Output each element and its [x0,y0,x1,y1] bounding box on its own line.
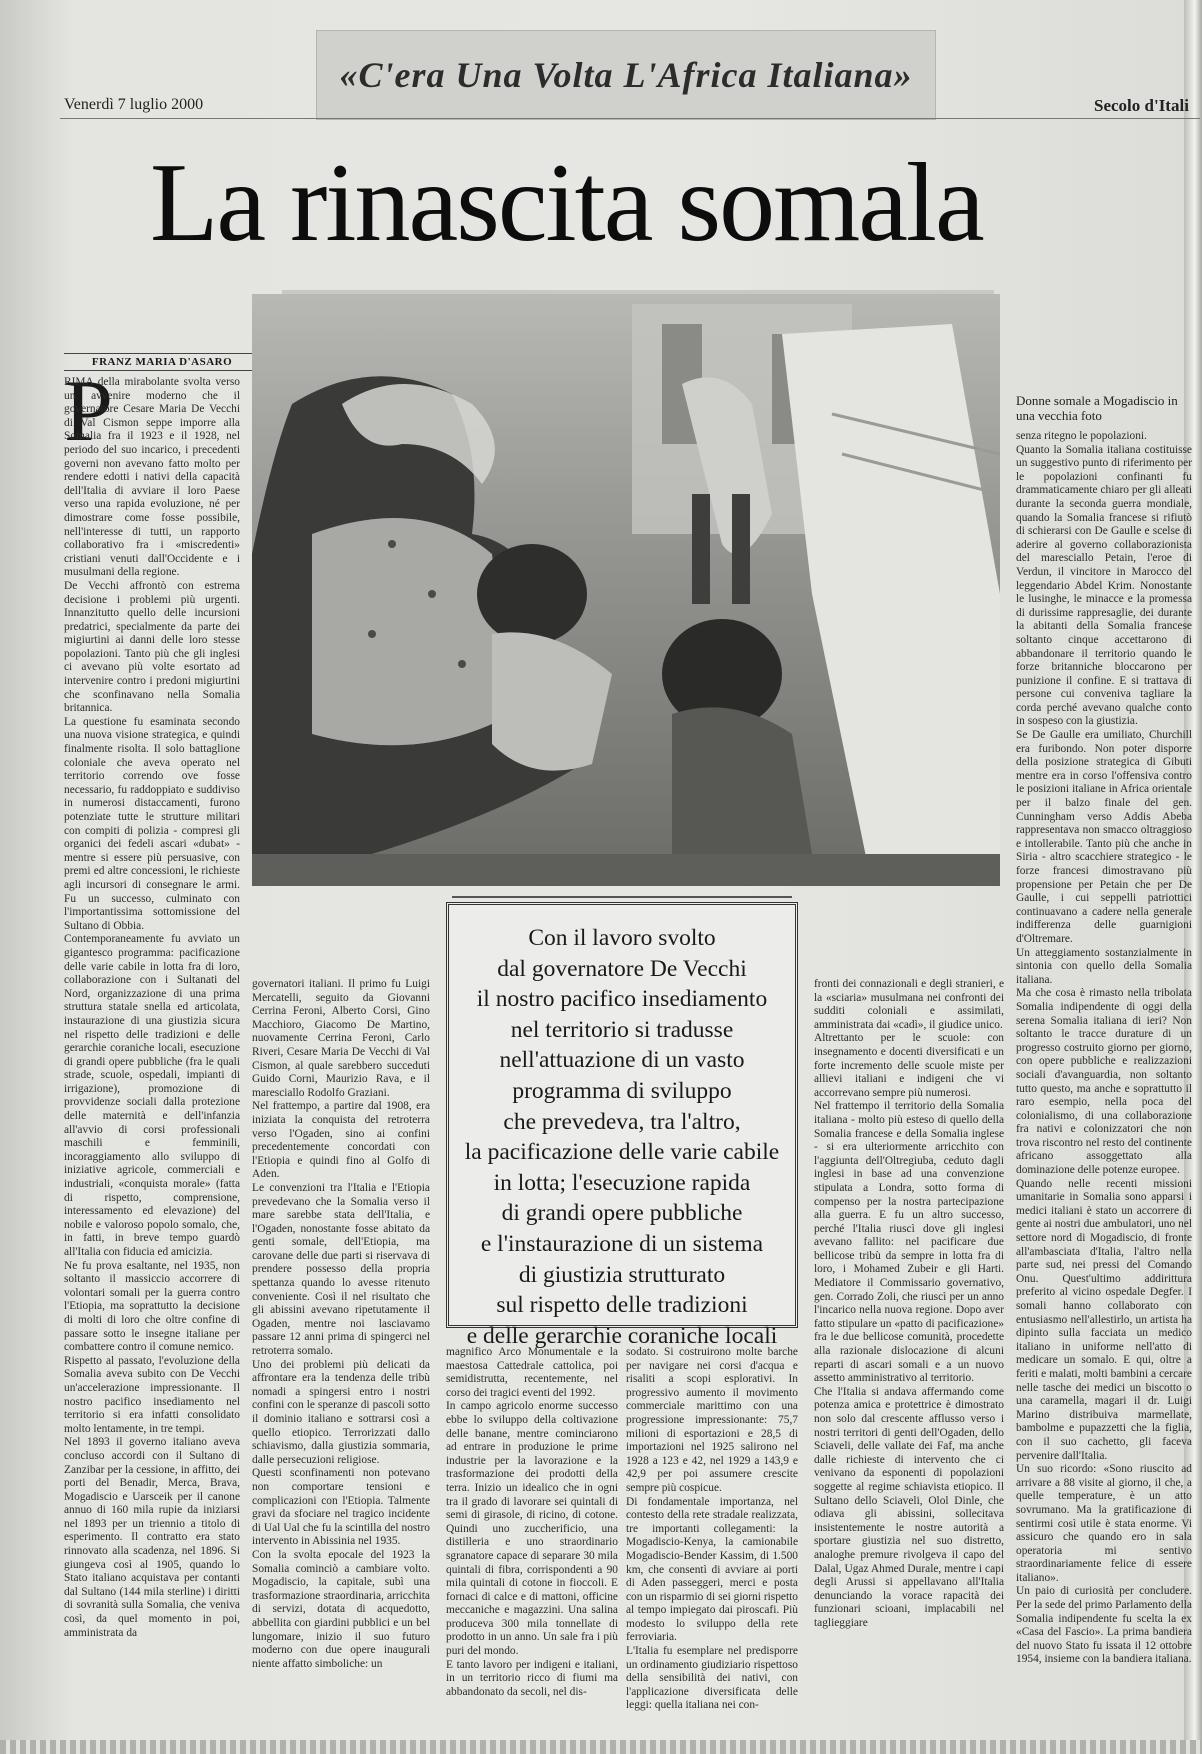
page-bottom-edge [0,1740,1202,1754]
article-headline: La rinascita somala [150,141,983,265]
top-rule [60,118,1200,119]
article-photo [252,294,1000,886]
article-column-5: senza ritegno le popolazioni. Quanto la Somalia italiana costituisse un suggestivo punto di riferimento per le popolazioni confinanti fu drammaticamente chiaro per gli alleati durante la seconda guerra mondiale, quando la Somalia francese si rifiutò di schierarsi con De Gaulle e scelse di aderire al governo collaborazionista del maresciallo Petain, l'eroe di Verdun, il vincitore in Marocco del leggendario Abdel Krim. Nonostante le lusinghe, le minacce e la promessa di durissime rappresaglie, dei durante la abitanti della Somalia francese soltanto cinque accettarono di abbandonare il territorio quando le forze britanniche bloccarono per punizione il confine. E si trattava di persone cui conveniva tagliare la corda perché avevano qualche conto in sospeso con la giustizia. Se De Gaulle era umiliato, Churchill era furibondo. Non poter disporre della posizione strategica di Gibuti mentre era in corso l'offensiva contro le posizioni italiane in Africa orientale per il balzo finale del gen. Cunningham verso Addis Abeba rappresentava non smacco oltraggioso e intollerabile. Tanto più che anche in Siria - altro scacchiere strategico - le forze francesi dimostravano più propensione per Petain che per De Gaulle, i cui seppelli patriottici continuavano a cadere nella generale indifferenza delle guarnigioni d'Oltremare. Un atteggiamento sostanzialmente in sintonia con quello della Somalia italiana. Ma che cosa è rimasto nella tribolata Somalia indipendente di oggi della serena Somalia italiana di ieri? Non soltanto le tracce durature di un progresso costruito giorno per giorno, con opere pubbliche e realizzazioni sociali d'avanguardia, non soltanto tutto questo, ma anche e soprattutto il raro esempio, nella poca del colonialismo, di una collaborazione fra nativi e colonizzatori che non trova riscontro nel resto del continente africano assoggettato alla dominazione delle potenze europee. Quando nelle recenti missioni umanitarie in Somalia sono apparsi i medici italiani è stato un accorrere di gente ai nostri due ambulatori, uno nel settore nord di Mogadiscio, di fronte all'ambasciata d'Italia, l'altro nella parte sud, nei pressi del Comando Onu. Quest'ultimo addirittura preferito al vicino ospedale Degfer. I somali hanno collaborato con entusiasmo nell'allestirlo, un artista ha dipinto sulla facciata un medico italiano in uniforme nell'atto di medicare un somalo. E qui, oltre a feriti e malati, molti bambini a cercare nelle tasche dei medici un biscotto o una caramella, magari il dr. Luigi Marino distribuiva marmellate, bambolme e pupazzetti che la figlia, con il suo cachetto, gli faceva pervenire dall'Italia. Un suo ricordo: «Sono riuscito ad arrivare a 88 visite al giorno, il che, a quelle temperature, è un atto sovrumano. Ma la gratificazione di sentirmi così utile è stata enorme. Vi assicuro che quando ero in sala operatoria mi sentivo straordinariamente felice di essere italiano». Un paio di curiosità per concludere. Per la sede del primo Parlamento della Somalia indipendente fu scelta la ex «Casa del Fascio». La prima bandiera del nuovo Stato fu issata il 12 ottobre 1954, insieme con la bandiera italiana. [1016,430,1192,1666]
article-byline: FRANZ MARIA D'ASARO [64,353,260,371]
article-column-1: RIMA della mirabolante svolta verso un avvenire moderno che il governatore Cesare Maria De Vecchi di Val Cismon seppe imporre alla Somalia fra il 1923 e il 1928, nel periodo del suo incarico, i precedenti governi non avevano fatto molto per rendere edotti i nativi della capacità dell'Italia di avviare il loro Paese verso una rapida evoluzione, né per dimostrare come fosse possibile, nell'interesse di tutti, un rapporto collaborativo fra i «miscredenti» cristiani venuti dall'Occidente e i musulmani della regione. De Vecchi affrontò con estrema decisione i problemi più urgenti. Innanzitutto quello delle incursioni predatrici, specialmente da parte dei migiurtini ai danni delle loro stesse popolazioni. Tanto più che gli inglesi ci avevano più volte esortato ad intervenire contro i predoni migiurtini che sconfinavano nella Somalia britannica. La questione fu esaminata secondo una nuova visione strategica, e quindi finalmente risolta. Il solo battaglione coloniale che aveva operato nel territorio correndo ove fosse necessario, fu raddoppiato e suddiviso in numerosi distaccamenti, furono potenziate tutte le strutture militari con compiti di polizia - compresi gli organici dei fedeli ascari «dubat» - mentre si essere più persuasive, con premi ed altre concessioni, le richieste agli incursori di consegnare le armi. Fu un successo, culminato con l'importantissima sottomissione del Sultano di Obbia. Contemporaneamente fu avviato un gigantesco programma: pacificazione delle varie cabile in lotta fra di loro, collaborazione con i Sultanati del Nord, organizzazione di una prima struttura statale snella ed articolata, instaurazione di una giustizia sicura nel rispetto delle tradizioni e delle gerarchie coraniche locali, esecuzione di grandi opere pubbliche (fra le quali strade, scuole, ospedali, impianti di irrigazione), promozione di provvidenze sociali dalla protezione delle maternità e dell'infanzia all'avvio di corsi professionali maschili e femminili, incoraggiamento allo sviluppo di iniziative agricole, commerciali e industriali, «conquista morale» (fatta di rispetto, comprensione, interessamento ed elevazione) del nobile e valoroso popolo somalo, che, in fatti, in breve tempo guardò all'Italia con fiducia ed amicizia. Ne fu prova esaltante, nel 1935, non soltanto il massiccio accorrere di volontari somali per la guerra contro l'Etiopia, ma soprattutto la decisione di molti di loro che oltre confine di passare sotto le insegne italiane per combattere contro il comune nemico. Rispetto al passato, l'evoluzione della Somalia aveva subito con De Vecchi un'accelerazione impressionante. Il nostro pacifico insediamento nel territorio si era infatti consolidato molto lentamente, in tre tempi. Nel 1893 il governo italiano aveva concluso accordi con il Sultano di Zanzibar per la cessione, in affitto, dei porti del Benadir, Merca, Brava, Mogadiscio e Uarsceik per il canone annuo di 160 mila rupie da iniziarsi nel 1893 per un triennio a titolo di esperimento. Il contratto era stato rinnovato alla scadenza, nel 1896. Si giungeva così al 1905, quando lo Stato italiano acquistava per contanti dal Sultano (144 mila sterline) i diritti di sovranità sulla Somalia, che veniva così, da quel momento in poi, amministrata da [64,376,240,1639]
newspaper-name: Secolo d'Itali [1094,96,1189,115]
pullquote-rule [452,896,792,898]
banner-title: «C'era Una Volta L'Africa Italiana» [339,55,913,95]
article-column-2: governatori italiani. Il primo fu Luigi Mercatelli, seguito da Giovanni Cerrina Feroni, Alberto Corsi, Gino Macchioro, Giacomo De Martino, nuovamente Cerrina Feroni, Carlo Riveri, Cesare Maria De Vecchi di Val Cismon, al quale sarebbero succeduti Guido Corni, Maurizio Rava, e il maresciallo Rodolfo Graziani. Nel frattempo, a partire dal 1908, era iniziata la conquista del retroterra verso l'Ogaden, sino ai confini precedentemente concordati con l'Etiopia e quindi fino al Golfo di Aden. Le convenzioni tra l'Italia e l'Etiopia prevedevano che la Somalia verso il mare sarebbe stata dell'Italia, e l'Ogaden, nonostante fosse abitato da genti somale, dell'Etiopia, ma carovane delle due parti si riservava di prendere possesso della propria spettanza quando lo avesse ritenuto conveniente. Così il nel risultato che gli abissini avevano ripetutamente il Ogaden, mentre noi lasciavamo passare 12 anni prima di spingerci nel retroterra somalo. Uno dei problemi più delicati da affrontare era la tendenza delle tribù nomadi a spingersi entro i nostri confini con le speranze di pascoli sotto il dominio italiano e sottrarsi così a quello etiopico. Terrorizzati dallo schiavismo, dalla giustizia sommaria, dalle persecuzioni religiose. Questi sconfinamenti non potevano non comportare tensioni e complicazioni con l'Etiopia. Talmente gravi da sfociare nel tragico incidente di Ual Ual che fu la scintilla del nostro intervento in Abissinia nel 1935. Con la svolta epocale del 1923 la Somalia cominciò a cambiare volto. Mogadiscio, la capitale, subì una trasformazione straordinaria, arricchita di servizi, dotata di acquedotto, abbellita con giardini pubblici e un bel lungomare, inizio il suo futuro moderno con due opere inaugurali niente affatto simboliche: un [252,978,430,1670]
pull-quote: Con il lavoro svolto dal governatore De Vecchi il nostro pacifico insediamento nel territorio si tradusse nell'attuazione di un vasto programma di sviluppo che prevedeva, tra l'altro, la pacificazione delle varie cabile in lotta; l'esecuzione rapida di grandi opere pubbliche e l'instaurazione di un sistema di giustizia strutturato sul rispetto delle tradizioni e delle gerarchie coraniche locali [446,902,798,1328]
article-column-3b: sodato. Si costruirono molte barche per navigare nei corsi d'acqua e risaliti a scopi esplorativi. In progressivo aumento il movimento commerciale marittimo con una progressione impressionante: 75,7 milioni di esportazioni e 28,5 di importazioni nel 1925 salirono nel 1928 a 123 e 42, nel 1929 a 143,9 e 42,9 per poi assumere crescite sempre più cospicue. Di fondamentale importanza, nel contesto della rete stradale realizzata, tre importanti collegamenti: la Mogadiscio-Kenya, la camionabile Mogadiscio-Bender Kassim, di 1.500 km, che consentì di avviare ai porti di Aden passeggeri, merci e posta con un risparmio di sei giorni rispetto al tempo impiegato dai piroscafi. Più modesto lo sviluppo della rete ferroviaria. L'Italia fu esemplare nel predisporre un ordinamento giudiziario rispettoso della sensibilità dei nativi, con l'applicazione diversificata delle leggi: quella italiana nei con- [626,1346,798,1712]
article-column-3a: magnifico Arco Monumentale e la maestosa Cattedrale cattolica, poi semidistrutta, recentemente, nel corso dei tragici eventi del 1992. In campo agricolo enorme successo ebbe lo sviluppo della coltivazione delle banane, mentre cominciarono ad entrare in produzione le prime industrie per la lavorazione e la trasformazione dei prodotti della terra. Inizio un idealico che in ogni tra il grado di lavorare sei quintali di semi di girasole, di ricino, di cotone. Quindi uno zuccherificio, una distilleria e uno straordinario sgranatore capace di separare 30 mila quintali di fibra, corrispondenti a 90 mila quintali di cotone in fioccoli. E fornaci di calce e di mattoni, officine meccaniche e magazzini. Una salina produceva 300 mila tonnellate di prodotto in un anno. Un sale fra i più puri del mondo. E tanto lavoro per indigeni e italiani, in un territorio ricco di fiumi ma abbandonato da secoli, nel dis- [446,1346,618,1698]
issue-date: Venerdì 7 luglio 2000 [64,96,204,113]
drop-cap: P [64,363,113,460]
section-banner [316,30,936,120]
article-column-4: fronti dei connazionali e degli stranieri, e la «sciaria» musulmana nei confronti dei sudditi coloniali e assimilati, amministrata dai «cadì», il giudice unico. Altrettanto per le scuole: con insegnamento e docenti diversificati e un forte incremento delle scuole miste per allievi italiani e indigeni che vi accorrevano sempre più numerosi. Nel frattempo il territorio della Somalia italiana - molto più esteso di quello della Somalia francese e della Somalia inglese - si era ulteriormente arricchito con l'aggiunta dell'Oltregiuba, ceduto dagli inglesi in base ad una convenzione stipulata a Londra, sotto forma di compenso per la nostra partecipazione alla guerra. E fu un altro successo, perché l'Italia riuscì dove gli inglesi avevano fallito: nel pacificare due bellicose tribù da sempre in lotta fra di loro, i Mohamed Zubeir e gli Harti. Mediatore il Commissario governativo, gen. Corrado Zoli, che riuscì per un anno l'incarico nella nuova regione. Dopo aver fatto stipulare un «patto di pacificazione» fra le due bellicose comunità, procedette alla razionale dislocazione di alcuni reparti di ascari somali e a un nuovo assetto amministrativo al territorio. Che l'Italia si andava affermando come potenza amica e protettrice è dimostrato non solo dal crescente afflusso verso i nostri territori di genti dell'Ogaden, dello Sciaveli, delle vallate dei Faf, ma anche dalle richieste di intervento che ci venivano da esponenti di popolazioni soggette al regime schiavista etiopico. Il Sultano dello Sciaveli, Olol Dinle, che odiava gli abissini, sollecitava insistentemente le nostre autorità a sportare giustizia nel suo distretto, analoghe premure rivolgeva il capo del Dalal, Ugaz Ahmed Durale, mentre i capi degli Arussi si appellavano all'Italia denunciando la vorace rapacità dei funzionari scioani, implacabili nel taglieggiare [814,978,1004,1629]
photo-caption: Donne somale a Mogadiscio in una vecchia foto [1016,393,1178,423]
